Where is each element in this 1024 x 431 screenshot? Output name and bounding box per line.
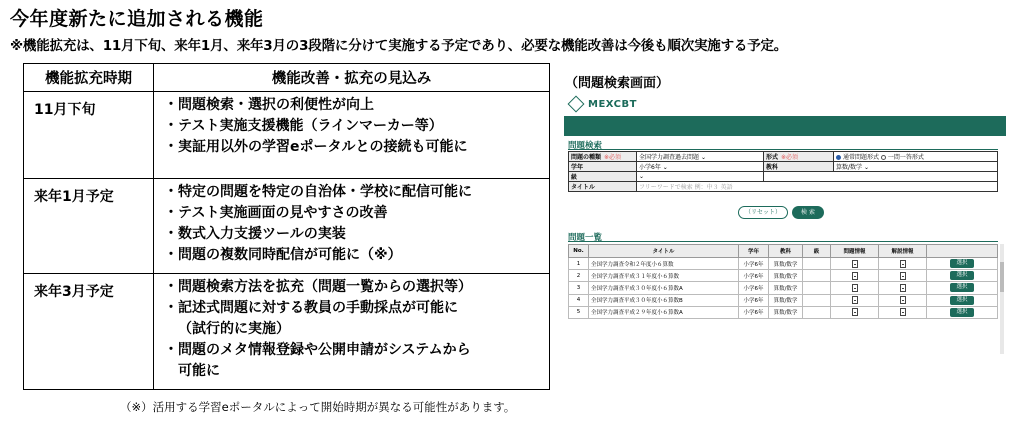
item-text: ・数式入力支援ツールの実装: [164, 226, 346, 242]
cell-action: [927, 258, 998, 270]
page-title: 今年度新たに追加される機能: [10, 8, 264, 30]
cell-explanation-info: [879, 294, 927, 306]
form-label: 教科: [763, 162, 833, 172]
document-icon[interactable]: [900, 284, 906, 292]
item-text: ・テスト実施支援機能（ラインマーカー等）: [164, 118, 443, 134]
header-banner: [564, 116, 1006, 136]
title-search-input[interactable]: フリーワードで検索 例：中３ 英語: [637, 182, 998, 192]
cell-no: 2: [569, 270, 589, 282]
cell-question-info: [831, 282, 879, 294]
header-items: 機能改善・拡充の見込み: [154, 64, 550, 92]
mexcbt-logo: [570, 98, 637, 110]
plan-table-header: [24, 64, 550, 92]
logo-text: MEXCBT: [588, 98, 637, 110]
col-header: 教科: [769, 245, 803, 258]
document-icon[interactable]: [852, 296, 858, 304]
cell-explanation-info: [879, 282, 927, 294]
col-header: [927, 245, 998, 258]
period-cell: 11月下旬: [24, 92, 154, 179]
search-form: [568, 151, 998, 192]
document-icon[interactable]: [900, 272, 906, 280]
question-type-select[interactable]: 全国学力調査過去問題 ⌄: [637, 152, 764, 162]
cell-grade: 小学6年: [739, 306, 769, 318]
col-header: 級: [803, 245, 831, 258]
item-text: ・特定の問題を特定の自治体・学校に配信可能に: [164, 184, 472, 200]
form-label: 学年: [569, 162, 637, 172]
select-button[interactable]: 選択: [950, 283, 974, 292]
divider: [568, 149, 998, 150]
plan-table: [23, 63, 550, 390]
document-icon[interactable]: [852, 284, 858, 292]
cell-explanation-info: [879, 306, 927, 318]
document-icon[interactable]: [900, 308, 906, 316]
divider: [568, 241, 998, 242]
cell-subject: 算数/数学: [769, 306, 803, 318]
select-button[interactable]: 選択: [950, 259, 974, 268]
select-button[interactable]: 選択: [950, 308, 974, 317]
cell-title: 全国学力調査令和２年度小６算数: [589, 258, 739, 270]
document-icon[interactable]: [852, 260, 858, 268]
plan-row-january: [24, 179, 550, 274]
item-text: ・問題のメタ情報登録や公開申請がシステムから: [164, 342, 471, 358]
question-list-table: [568, 244, 998, 319]
cell-grade: 小学6年: [739, 294, 769, 306]
cell-action: [927, 282, 998, 294]
cell-explanation-info: [879, 270, 927, 282]
cell-action: [927, 306, 998, 318]
list-section-title: 問題一覧: [568, 233, 603, 243]
cell-explanation-info: [879, 258, 927, 270]
footnote: （※）活用する学習eポータルによって開始時期が異なる可能性があります。: [120, 400, 516, 414]
cell-no: 1: [569, 258, 589, 270]
header-period: 機能拡充時期: [24, 64, 154, 92]
cell-grade: 小学6年: [739, 258, 769, 270]
period-cell: 来年1月予定: [24, 179, 154, 274]
item-text: （試行的に実施）: [178, 321, 290, 337]
form-label: 形式 ※必須: [763, 152, 833, 162]
grade-select[interactable]: 小学6年 ⌄: [637, 162, 764, 172]
search-section-title: 問題検索: [568, 141, 603, 151]
cell-level: [803, 282, 831, 294]
cell-level: [803, 258, 831, 270]
cell-question-info: [831, 294, 879, 306]
plan-row-november: [24, 92, 550, 179]
col-header: 解説情報: [879, 245, 927, 258]
table-row: [569, 270, 998, 282]
chevron-down-icon: ⌄: [700, 154, 706, 161]
scrollbar[interactable]: [1000, 244, 1004, 354]
document-icon[interactable]: [900, 260, 906, 268]
chevron-down-icon: ⌄: [639, 173, 645, 180]
cell-level: [803, 270, 831, 282]
document-icon[interactable]: [852, 308, 858, 316]
table-row: [569, 258, 998, 270]
item-text: ・問題の複数同時配信が可能に（※）: [164, 247, 402, 263]
chevron-down-icon: ⌄: [863, 164, 869, 171]
item-text: ・実証用以外の学習eポータルとの接続も可能に: [164, 139, 468, 155]
table-row: [569, 306, 998, 318]
list-header: [569, 245, 998, 258]
select-button[interactable]: 選択: [950, 271, 974, 280]
form-row: [569, 182, 998, 192]
level-select[interactable]: [637, 172, 764, 182]
form-row: [569, 162, 998, 172]
cell-action: [927, 270, 998, 282]
item-text: ・問題検索・選択の利便性が向上: [164, 97, 374, 113]
screen-label: （問題検索画面）: [565, 76, 670, 91]
cell-title: 全国学力調査平成３１年度小６算数: [589, 270, 739, 282]
cell-title: 全国学力調査平成３０年度小６算数B: [589, 294, 739, 306]
cube-icon: [568, 96, 585, 113]
cell-level: [803, 306, 831, 318]
cell-level: [803, 294, 831, 306]
search-button[interactable]: 検 索: [792, 206, 824, 219]
table-row: [569, 294, 998, 306]
cell-grade: 小学6年: [739, 270, 769, 282]
col-header: 学年: [739, 245, 769, 258]
form-label: 級: [569, 172, 637, 182]
items-cell: [154, 92, 550, 179]
cell-title: 全国学力調査平成２９年度小６算数A: [589, 306, 739, 318]
item-text: ・記述式問題に対する教員の手動採点が可能に: [164, 300, 458, 316]
search-screen-screenshot: [564, 92, 1006, 354]
form-row: [569, 172, 998, 182]
document-icon[interactable]: [852, 272, 858, 280]
select-button[interactable]: 選択: [950, 296, 974, 305]
items-cell: [154, 179, 550, 274]
radio-selected-icon[interactable]: [836, 155, 841, 160]
cell-question-info: [831, 306, 879, 318]
cell-no: 4: [569, 294, 589, 306]
empty-cell: [763, 172, 997, 182]
cell-question-info: [831, 258, 879, 270]
cell-grade: 小学6年: [739, 282, 769, 294]
cell-no: 5: [569, 306, 589, 318]
table-row: [569, 282, 998, 294]
form-row: [569, 152, 998, 162]
form-label: 問題の種類 ※必須: [569, 152, 637, 162]
page-subtitle: ※機能拡充は、11月下旬、来年1月、来年3月の3段階に分けて実施する予定であり、必要な機能改善は今後も順次実施する予定。: [10, 38, 788, 54]
item-text: 可能に: [178, 363, 220, 379]
items-cell: [154, 274, 550, 390]
cell-subject: 算数/数学: [769, 282, 803, 294]
item-text: ・テスト実施画面の見やすさの改善: [164, 205, 388, 221]
cell-action: [927, 294, 998, 306]
col-header: タイトル: [589, 245, 739, 258]
plan-row-march: [24, 274, 550, 390]
chevron-down-icon: ⌄: [662, 164, 668, 171]
scrollbar-thumb[interactable]: [1000, 262, 1004, 292]
cell-subject: 算数/数学: [769, 294, 803, 306]
cell-title: 全国学力調査平成３０年度小６算数A: [589, 282, 739, 294]
period-cell: 来年3月予定: [24, 274, 154, 390]
subject-select[interactable]: 算数/数学 ⌄: [833, 162, 997, 172]
form-label: タイトル: [569, 182, 637, 192]
col-header: No.: [569, 245, 589, 258]
document-icon[interactable]: [900, 296, 906, 304]
format-radio-group[interactable]: 通常問題形式 一問一答形式: [833, 152, 997, 162]
cell-no: 3: [569, 282, 589, 294]
reset-button[interactable]: （リセット）: [738, 206, 788, 219]
item-text: ・問題検索方法を拡充（問題一覧からの選択等）: [164, 279, 472, 295]
col-header: 問題情報: [831, 245, 879, 258]
radio-icon[interactable]: [881, 155, 886, 160]
cell-subject: 算数/数学: [769, 258, 803, 270]
cell-question-info: [831, 270, 879, 282]
cell-subject: 算数/数学: [769, 270, 803, 282]
